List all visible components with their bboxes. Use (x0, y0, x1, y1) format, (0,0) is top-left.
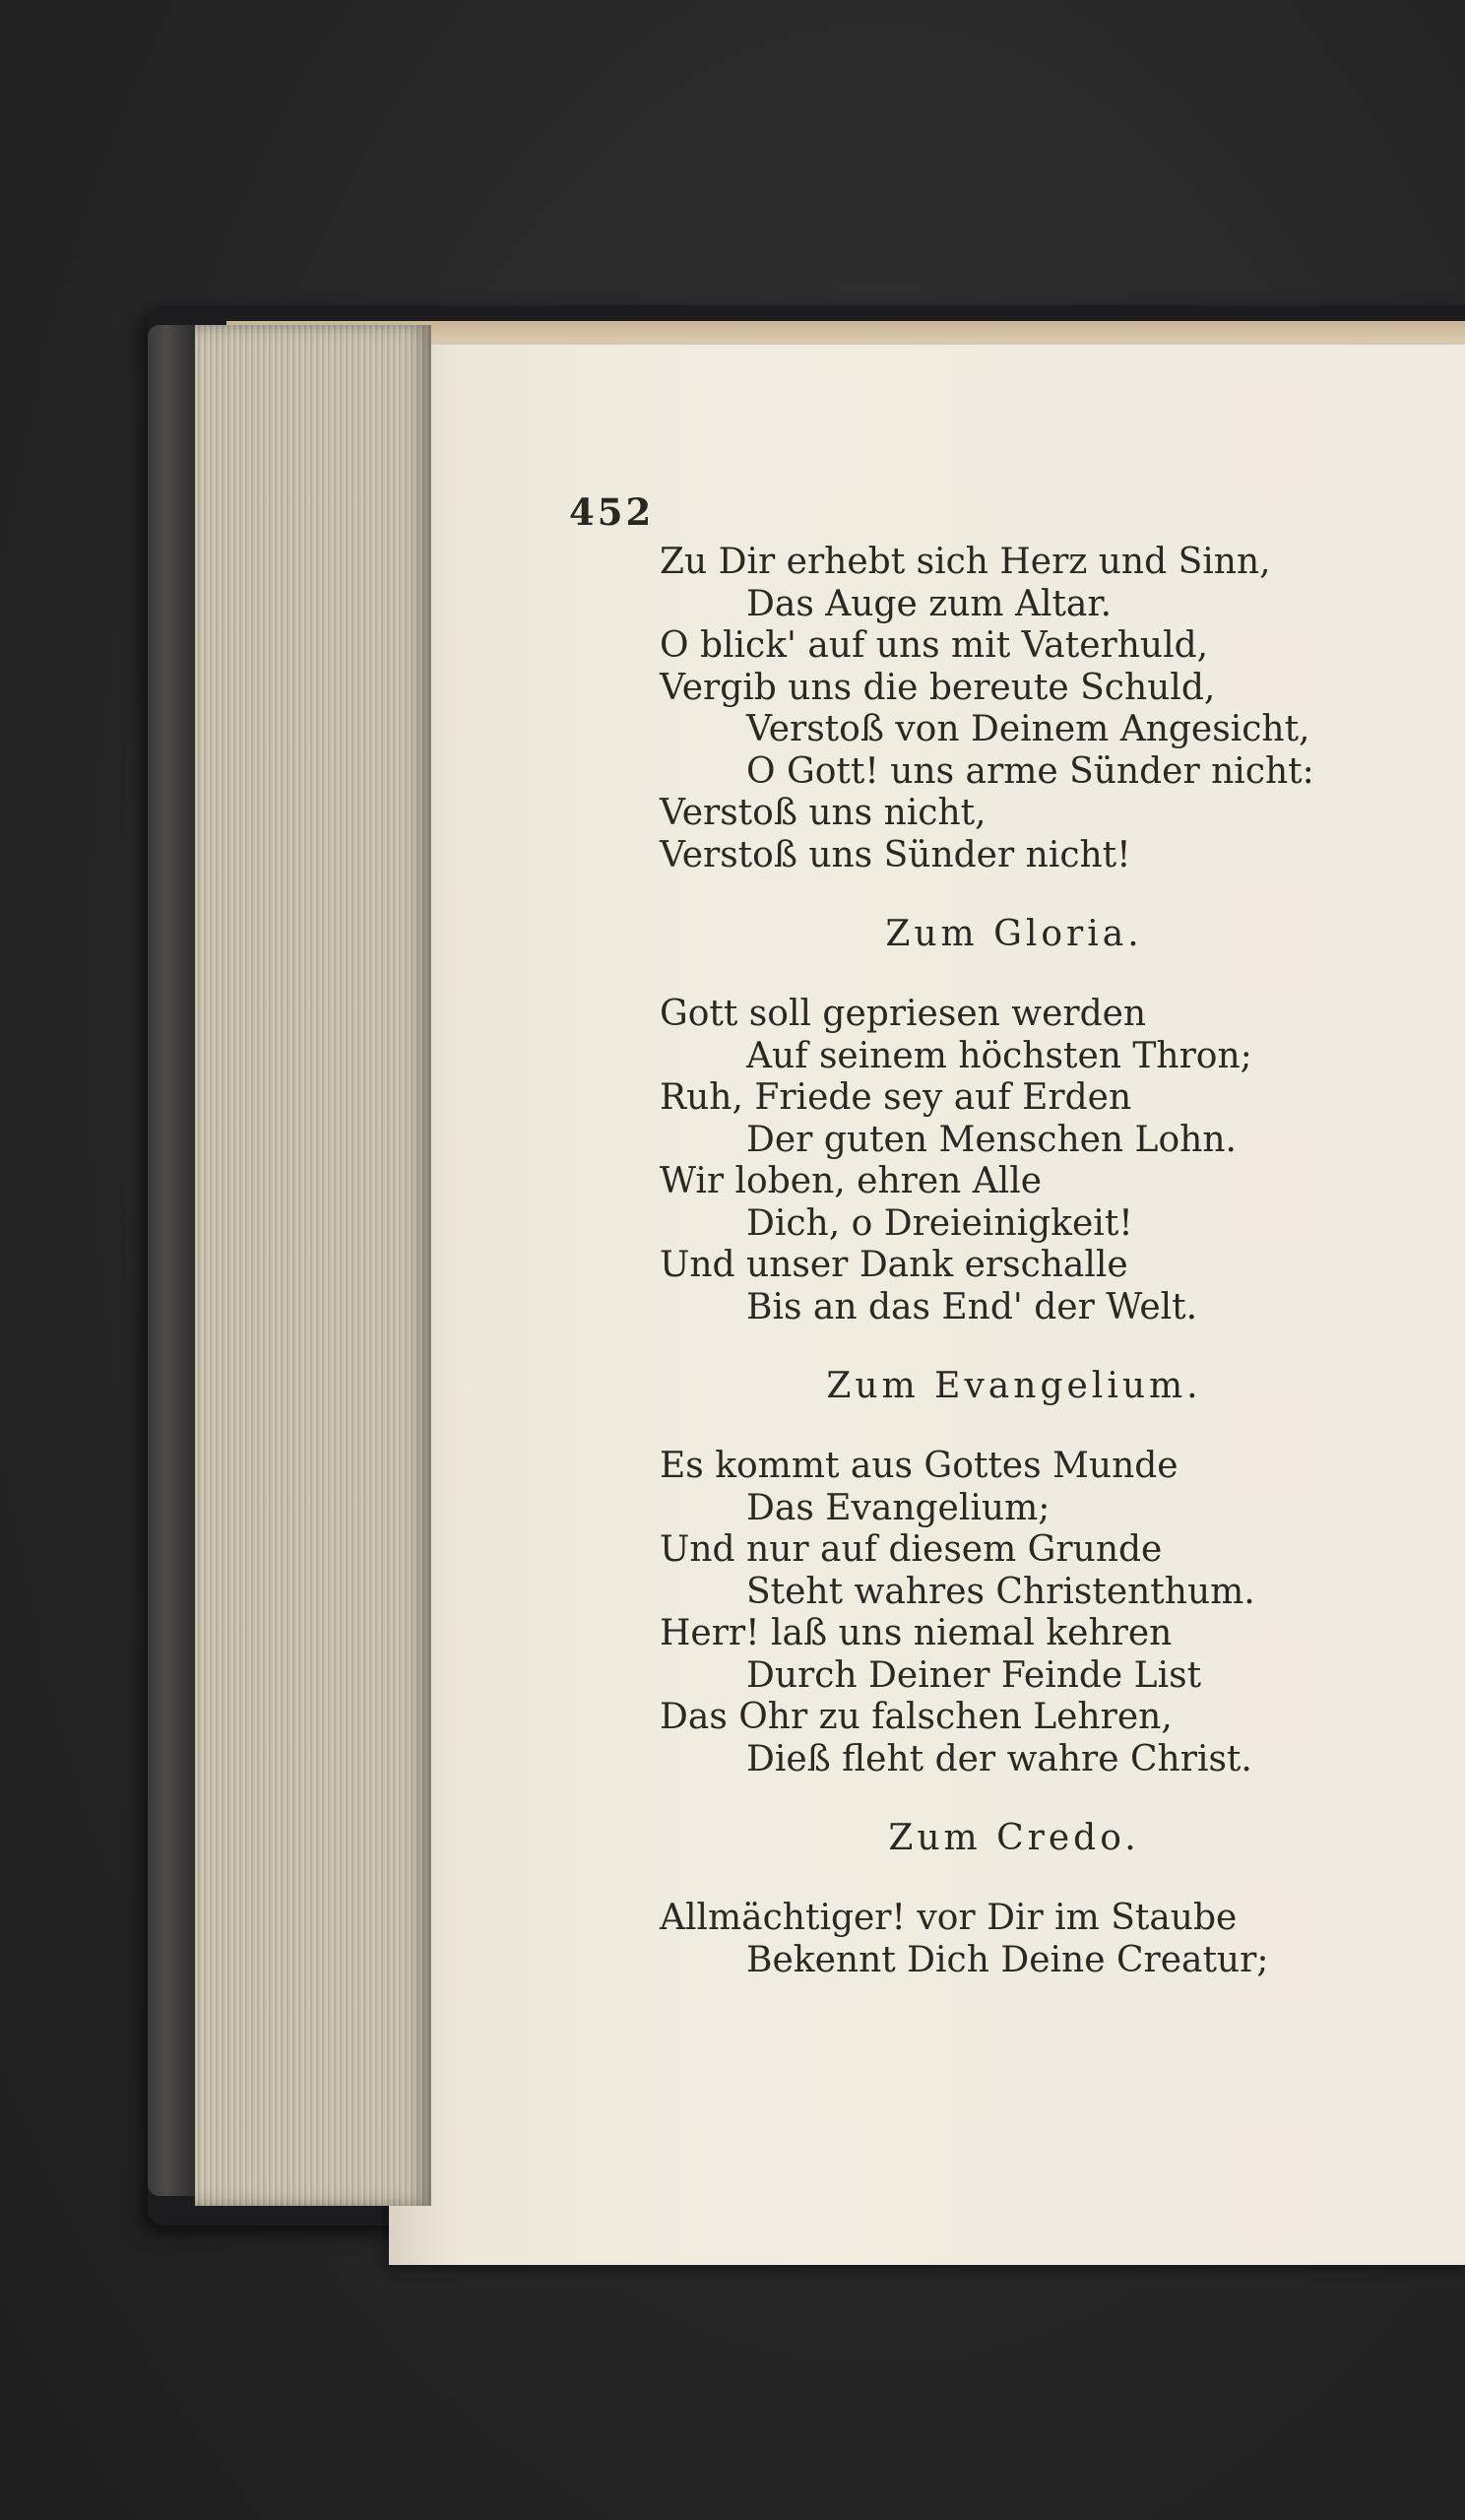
verse-line: Verstoß von Deinem Angesicht, (746, 709, 1310, 749)
verse-line: Wir loben, ehren Alle (660, 1161, 1043, 1201)
verse-line: Steht wahres Christenthum. (746, 1571, 1255, 1612)
verse-line: Verstoß uns Sünder nicht! (660, 834, 1131, 875)
verse-section (660, 914, 1408, 1328)
verse-line: O blick' auf uns mit Vaterhuld, (660, 625, 1209, 666)
verse-line: Auf seinem höchsten Thron; (746, 1035, 1252, 1076)
page-text (660, 542, 1408, 1981)
verse-line: Zu Dir erhebt sich Herz und Sinn, (660, 542, 1271, 582)
section-heading: Zum Evangelium. (826, 1366, 1202, 1406)
verse-line: Allmächtiger! vor Dir im Staube (660, 1898, 1238, 1938)
verse-line: Es kommt aus Gottes Munde (660, 1446, 1178, 1486)
verse-line: Herr! laß uns niemal kehren (660, 1613, 1173, 1653)
page-block-edges (195, 325, 431, 2206)
verse-line: Dieß fleht der wahre Christ. (746, 1738, 1252, 1779)
verse-section (660, 542, 1408, 876)
verse-line: Das Ohr zu falschen Lehren, (660, 1697, 1173, 1737)
verse-line: Das Auge zum Altar. (746, 583, 1113, 624)
verse-line: Und unser Dank erschalle (660, 1245, 1128, 1285)
section-heading: Zum Credo. (888, 1818, 1140, 1858)
verse-line: Der guten Menschen Lohn. (746, 1119, 1237, 1160)
verse-line: Gott soll gepriesen werden (660, 994, 1147, 1034)
verse-line: Vergib uns die bereute Schuld, (660, 667, 1216, 708)
verse-line: Bekennt Dich Deine Creatur; (746, 1939, 1269, 1980)
section-heading: Zum Gloria. (885, 914, 1143, 954)
verse-section (660, 1366, 1408, 1780)
verse-line: Verstoß uns nicht, (660, 793, 987, 833)
verse-line: Das Evangelium; (746, 1487, 1051, 1528)
verse-section (660, 1818, 1408, 1981)
verse-line: Ruh, Friede sey auf Erden (660, 1077, 1132, 1118)
verse-line: Durch Deiner Feinde List (746, 1654, 1202, 1696)
page-number: 452 (569, 490, 655, 534)
book-spine (148, 325, 195, 2196)
verse-line: O Gott! uns arme Sünder nicht: (746, 750, 1314, 792)
verse-line: Dich, o Dreieinigkeit! (746, 1202, 1133, 1244)
verse-line: Bis an das End' der Welt. (746, 1286, 1198, 1327)
verse-line: Und nur auf diesem Grunde (660, 1529, 1163, 1570)
